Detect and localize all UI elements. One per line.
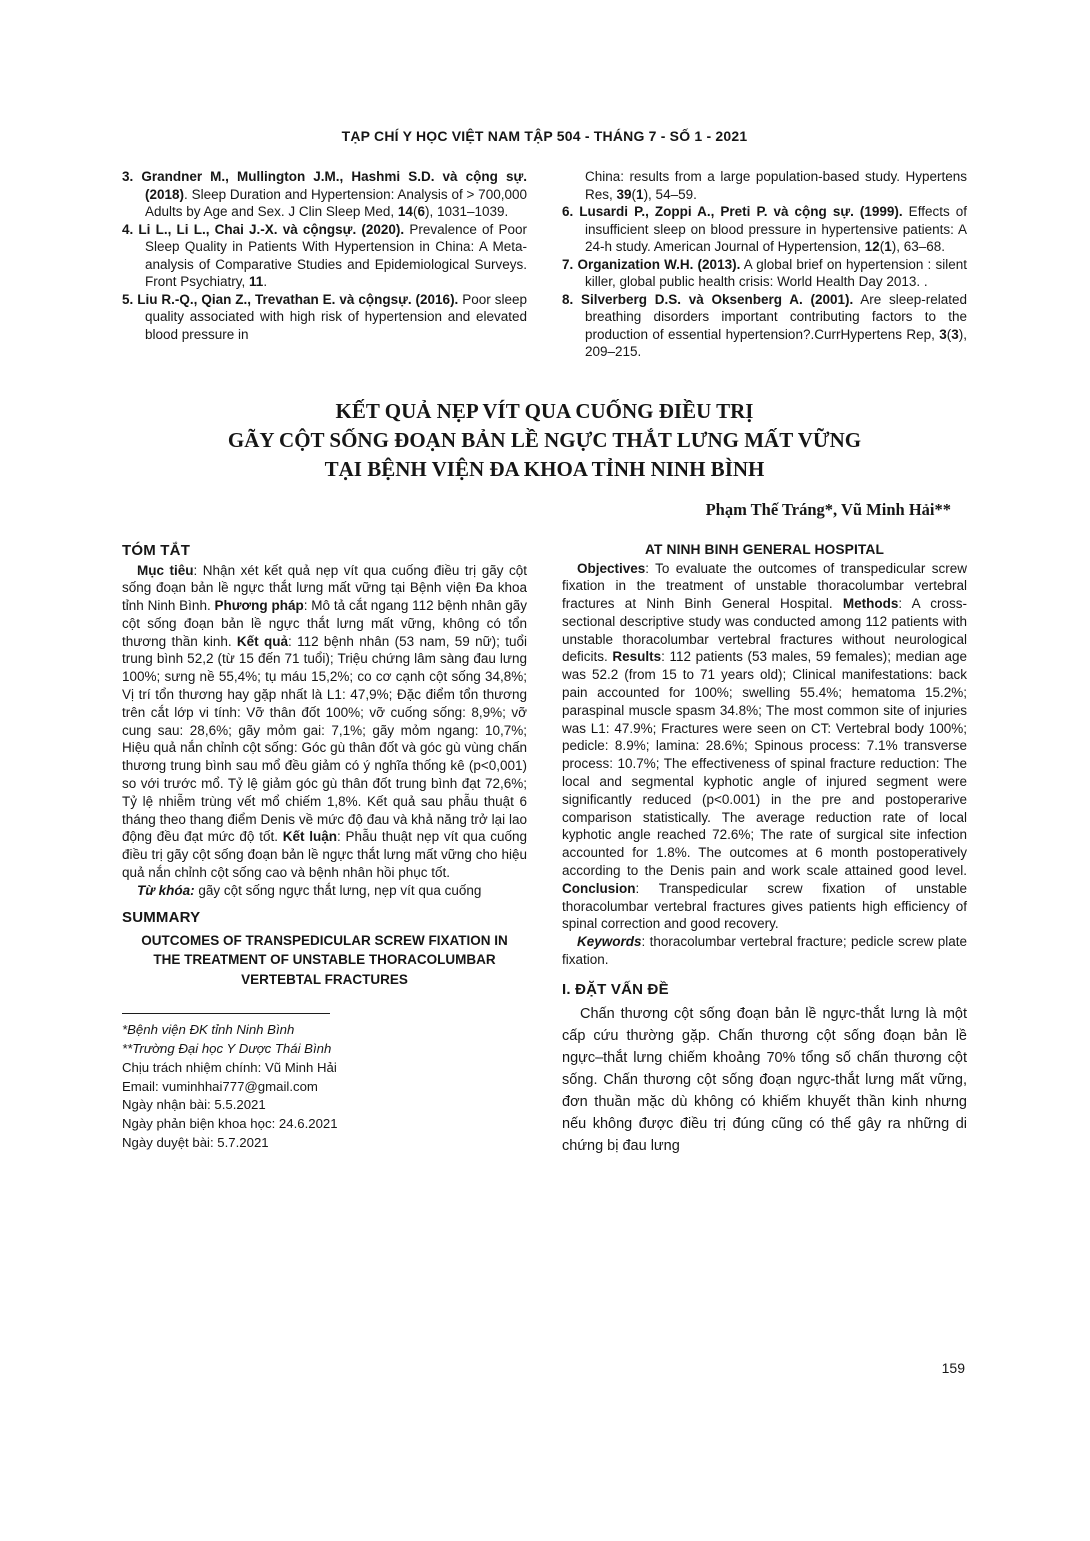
article-title-line-1: KẾT QUẢ NẸP VÍT QUA CUỐNG ĐIỀU TRỊ bbox=[335, 398, 754, 423]
article-title bbox=[122, 397, 967, 484]
reference-item-5: 5. Liu R.-Q., Qian Z., Trevathan E. và cộngsự. (2016). Poor sleep quality associated with high risk of hypertension and elevated blood pressure in bbox=[122, 291, 527, 342]
journal-header: TẠP CHÍ Y HỌC VIỆT NAM TẬP 504 - THÁNG 7 - SỐ 1 - 2021 bbox=[341, 128, 748, 144]
references-section bbox=[122, 168, 967, 361]
footnote-accepted-date: Ngày duyệt bài: 5.7.2021 bbox=[122, 1134, 269, 1150]
body-column-left bbox=[122, 542, 527, 1157]
intro-paragraph: Chấn thương cột sống đoạn bản lề ngực-thắt lưng là một cấp cứu thường gặp. Chấn thương cột sống đoạn bản lề ngực–thắt lưng chiếm khoảng 70% tổng số chấn thương cột sống. Chấn thương cột sống đoạn ngực-thắt lưng mất vững, đơn thuần mặc dù không có khiếm khuyết thần kinh nhưng nếu không được điều trị đúng cũng có thể gây ra những di chứng bị đau lưng bbox=[562, 1005, 967, 1154]
references-column-right bbox=[562, 168, 967, 361]
footnote-affiliation-2: **Trường Đại học Y Dược Thái Bình bbox=[122, 1040, 332, 1056]
article-body bbox=[122, 542, 967, 1157]
hospital-heading: AT NINH BINH GENERAL HOSPITAL bbox=[645, 541, 884, 557]
abstract-en: Objectives: To evaluate the outcomes of transpedicular screw fixation in the treatment of unstable thoracolumbar vertebral fractures at Ninh Binh General Hospital. Methods: A cross-sectional descriptive study was conducted among 112 patients with unstable thoracolumbar vertebral fractures without neurological deficits. Results: 112 patients (53 males, 59 females); median age was 52.2 (from 15 to 71 years old); Clinical manifestations: back pain accounted for 100%; swelling 55.4%; hematoma 15.2%; paraspinal muscle spasm 34.8%; The most common site of injuries was L1: 47.9%; Fractures were seen on CT: Vertebral body 100%; pedicle: 8.9%; lamina: 28.6%; Spinous process: 7.1% transverse process: 10.7%; The effectiveness of spinal fracture reduction: The local and segmental kyphotic angle of injured segment were significantly reduced (p<0.001) in the pre and postoperarive comparison statistically. The average reduction rate of local kyphotic angle reached 72.6%; The rate of surgical site infection accounted for 1.8%. The outcomes at 6 month postoperatively according to the Denis pain and work scale attained good level. Conclusion: Transpedicular screw fixation of unstable thoracolumbar vertebral fractures gives patients high efficiency of spinal correction and good recovery. bbox=[562, 560, 967, 932]
page-number: 159 bbox=[941, 1360, 965, 1376]
article-title-line-2: GÃY CỘT SỐNG ĐOẠN BẢN LỀ NGỰC THẮT LƯNG MẤT VỮNG bbox=[227, 427, 862, 452]
reference-item-6: 6. Lusardi P., Zoppi A., Preti P. và cộng sự. (1999). Effects of insufficient sleep on blood pressure in hypertensive patients: A 24-h study. American Journal of Hypertension, 12(1), 63–68. bbox=[562, 204, 967, 254]
reference-item-7: 7. Organization W.H. (2013). A global brief on hypertension : silent killer, global public health crisis: World Health Day 2013. . bbox=[562, 256, 967, 289]
section-heading-intro: I. ĐẶT VẤN ĐỀ bbox=[562, 980, 669, 998]
article-authors: Phạm Thế Tráng*, Vũ Minh Hải** bbox=[705, 499, 951, 519]
footnote-divider bbox=[122, 1013, 330, 1014]
footnote-corresponding-author: Chịu trách nhiệm chính: Vũ Minh Hải bbox=[122, 1059, 337, 1075]
keywords-en: Keywords: thoracolumbar vertebral fracture; pedicle screw plate fixation. bbox=[562, 934, 967, 968]
reference-item-3: 3. Grandner M., Mullington J.M., Hashmi S.D. và cộng sự. (2018). Sleep Duration and Hypertension: Analysis of > 700,000 Adults by Age and Sex. J Clin Sleep Med, 14(6), 1031–1039. bbox=[122, 169, 527, 219]
page-content bbox=[122, 128, 967, 1157]
footnote bbox=[122, 1013, 527, 1153]
footnote-affiliation-1: *Bệnh viện ĐK tỉnh Ninh Bình bbox=[122, 1022, 295, 1038]
summary-title: OUTCOMES OF TRANSPEDICULAR SCREW FIXATION IN THE TREATMENT OF UNSTABLE THORACOLUMBAR VERTEBTAL FRACTURES bbox=[141, 932, 508, 987]
reference-item-8: 8. Silverberg D.S. và Oksenberg A. (2001). Are sleep-related breathing disorders important contributing factors to the production of essential hypertension?.CurrHypertens Rep, 3(3), 209–215. bbox=[562, 291, 967, 359]
keywords-vi: Từ khóa: gãy cột sống ngực thắt lưng, nẹp vít qua cuống bbox=[137, 882, 482, 898]
footnote-review-date: Ngày phản biện khoa học: 24.6.2021 bbox=[122, 1116, 338, 1132]
body-column-right bbox=[562, 542, 967, 1157]
reference-item-5-continued: China: results from a large population-based study. Hypertens Res, 39(1), 54–59. bbox=[585, 169, 967, 202]
article-title-line-3: TẠI BỆNH VIỆN ĐA KHOA TỈNH NINH BÌNH bbox=[324, 456, 765, 481]
abstract-vi: Mục tiêu: Nhận xét kết quả nẹp vít qua cuống điều trị gãy cột sống đoạn bản lề ngực thắt lưng mất vững tại Bệnh viện Đa khoa tỉnh Ninh Bình. Phương pháp: Mô tả cắt ngang 112 bệnh nhân gãy cột sống đoạn bản lề ngực thắt lưng mất vững, không có tổn thương thần kinh. Kết quả: 112 bệnh nhân (53 nam, 59 nữ); tuổi trung bình 52,2 (từ 15 đến 71 tuổi); Triệu chứng lâm sàng đau lưng 100%; sưng nề 55,4%; tụ máu 15,2%; co cơ cạnh cột sống 34,8%; Vị trí tổn thương hay gặp nhất là L1: 47,9%; Đặc điểm tổn thương trên cắt lớp vi tính: Vỡ thân đốt 100%; vỡ cuống sống: 8,9%; vỡ cung sau: 28,6%; gãy mỏm gai: 7,1%; gãy mỏm ngang: 10,7%; Hiệu quả nắn chỉnh cột sống: Góc gù thân đốt và góc gù vùng chấn thương trung bình sau mổ đều giảm có ý nghĩa thống kê (p<0,001) so với trước mổ. Tỷ lệ giảm góc gù thân đốt trung bình đạt 72,6%; Tỷ lệ nhiễm trùng vết mổ chiếm 1,8%. Kết quả sau phẫu thuật 6 tháng theo thang điểm Denis về mức độ đau và khả năng trở lại lao động đều đạt mức độ tốt. Kết luận: Phẫu thuật nẹp vít qua cuống điều trị gãy cột sống đoạn bản lề ngực thắt lưng mất vững cho hiệu quả nắn chỉnh cột sống cao và bệnh nhân hồi phục tốt. bbox=[122, 562, 527, 881]
footnote-received-date: Ngày nhận bài: 5.5.2021 bbox=[122, 1097, 266, 1113]
references-column-left bbox=[122, 168, 527, 361]
footnote-email: Email: vuminhhai777@gmail.com bbox=[122, 1078, 318, 1094]
abstract-heading-vi: TÓM TẮT bbox=[122, 541, 191, 559]
summary-heading: SUMMARY bbox=[122, 908, 201, 926]
reference-item-4: 4. Li L., Li L., Chai J.-X. và cộngsự. (2020). Prevalence of Poor Sleep Quality in Patients With Hypertension in China: A Meta-analysis of Comparative Studies and Epidemiological Surveys. Front Psychiatry, 11. bbox=[122, 221, 527, 289]
